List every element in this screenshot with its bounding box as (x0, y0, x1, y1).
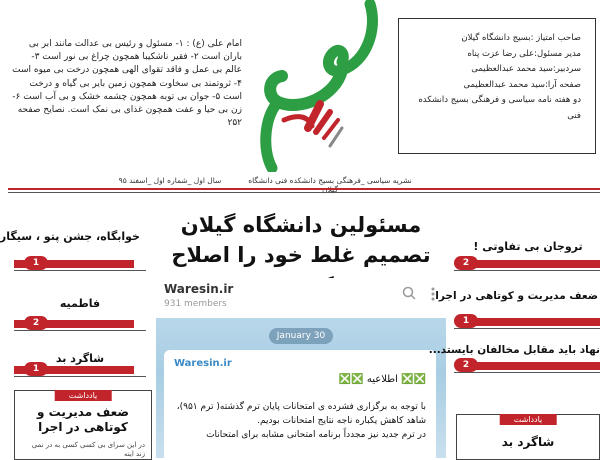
right-item-title: ضعف مدیریت و کوتاهی در اجرا (435, 290, 598, 302)
staff-line: دو هفته نامه سیاسی و فرهنگی بسیج دانشکده فنی (418, 95, 581, 121)
left-note-box (14, 390, 152, 460)
date-badge: January 30 (269, 328, 333, 344)
cross-mark-icon: ❎❎ (401, 374, 426, 385)
publication-logo (238, 0, 388, 172)
left-item-title: شاگرد بد (55, 352, 105, 365)
left-item-title: خوابگاه، جشن پتو ، سیگار (0, 230, 140, 243)
item-number-badge: 1 (24, 362, 48, 376)
message-tail: در ترم جدید نیز مجدداً برنامه امتحانی مشابه برای امتحانات (206, 430, 426, 440)
staff-line: صفحه آرا:سید محمد عبدالعظیمی (463, 79, 581, 90)
staff-line: سردبیر:سید محمد عبدالعظیمی (471, 64, 581, 74)
search-icon[interactable] (402, 286, 416, 300)
message-text (174, 400, 426, 442)
masthead (0, 0, 608, 198)
headline-line: تصمیم غلط خود را اصلاح (171, 243, 431, 267)
right-item-title: نهاد باید مقابل مخالفان بایستد... (428, 344, 600, 356)
bubble-channel-name[interactable]: Waresin.ir (174, 358, 232, 369)
right-item-bar (454, 316, 600, 329)
item-number-badge: 1 (454, 314, 478, 328)
divider (8, 188, 600, 190)
imam-quote: امام علی (ع) : ۱- مسئول و رئیس بی عدالت مانند ابر بی باران است ۲- فقیر ناشکیبا همچون چراغ بی نور است ۳- عالم بی عمل و فاقد تقوای الهی همچون درخت بی میوه است ۴- ثروتمند بی سخاوت همچون زمین بایر بی گیاه و درخت است ۵- جوان بی توبه همچون چشمه خشک و بی آب است ۶- زن بی حیا و عفت همچون غذای بی نمک است. نصایح صفحه ۲۵۲ (12, 39, 242, 129)
item-number-badge: 1 (24, 256, 48, 270)
item-number-badge: 2 (454, 256, 478, 270)
note-title: شاگرد بد (501, 435, 555, 449)
staff-line: صاحب امتیاز :بسیج دانشگاه گیلان (461, 33, 581, 43)
issue-info: سال اول _شماره اول _اسفند ۹۵ (118, 176, 222, 185)
announcement-text: اطلاعیه (366, 374, 398, 385)
headline-line: مسئولین دانشگاه گیلان (180, 213, 422, 237)
telegram-header (156, 278, 446, 316)
publication-subtitle: نشریه سیاسی _فرهنگی بسیج دانشکده فنی دانشگاه (248, 176, 412, 185)
channel-name[interactable]: Waresin.ir (164, 282, 234, 296)
message-body: با توجه به برگزاری فشرده ی امتحانات پایان ترم گذشته( ترم ۹۵۱)، شاهد کاهش یکباره ناجه نتایج امتحانات بودیم. (176, 402, 426, 426)
divider (8, 192, 600, 193)
announcement-label (339, 374, 426, 385)
item-number-badge: 2 (454, 358, 478, 372)
right-item-title: تروجان بی تفاوتی ! (473, 240, 583, 253)
member-count: 931 members (164, 299, 227, 309)
staff-box (398, 18, 596, 154)
note-body: در این سرای بی کسی کسی به در نمی زند اینه (31, 441, 145, 458)
note-tag: یادداشت (55, 390, 112, 401)
staff-line: مدیر مسئول:علی رضا عزت پناه (467, 48, 581, 59)
right-item-bar (454, 258, 600, 271)
message-bubble[interactable] (164, 350, 436, 458)
telegram-screenshot (156, 278, 446, 458)
left-item-bar (14, 318, 146, 331)
item-number-badge: 2 (24, 316, 48, 330)
right-item-bar (454, 360, 600, 373)
left-item-bar (14, 258, 146, 271)
left-item-bar (14, 364, 146, 377)
left-item-title: فاطمیه (59, 297, 101, 310)
note-title: ضعف مدیریت و کوتاهی در اجرا (36, 405, 129, 434)
note-tag: یادداشت (500, 414, 557, 425)
cross-mark-icon: ❎❎ (338, 374, 364, 385)
right-note-box (456, 414, 600, 460)
